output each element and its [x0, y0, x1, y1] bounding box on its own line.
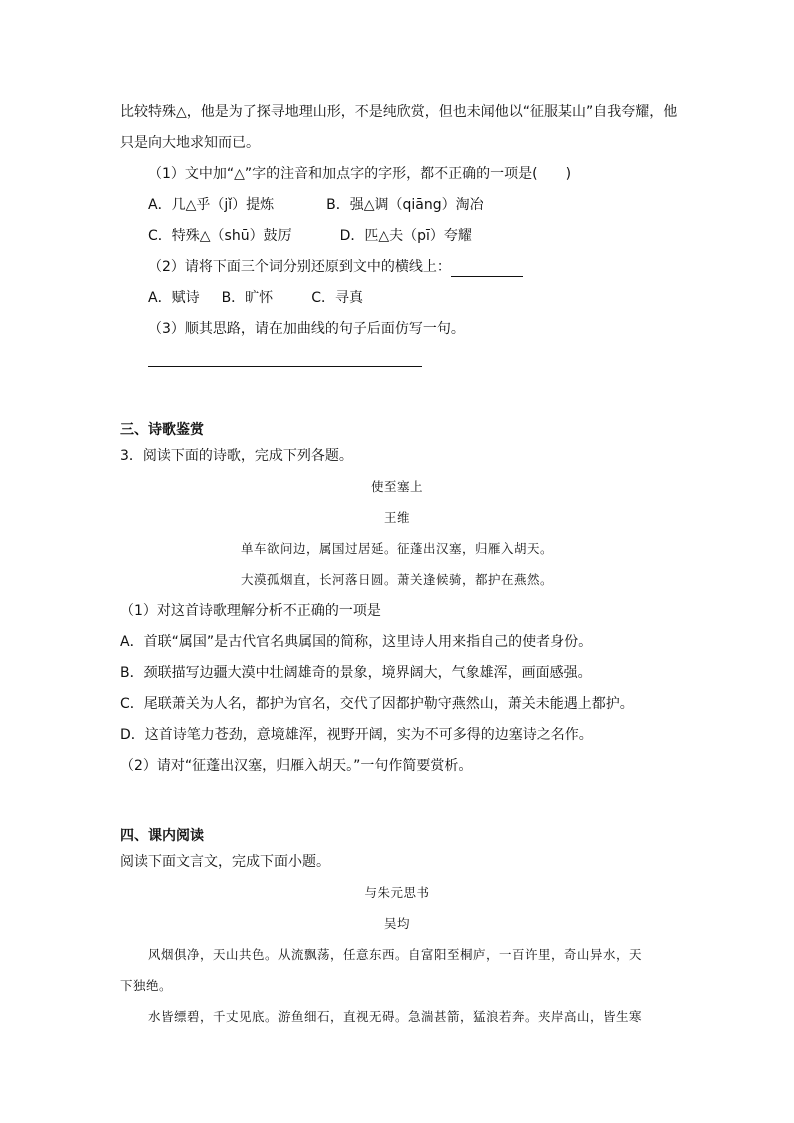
poem-q1-option-d: D．这首诗笔力苍劲，意境雄浑，视野开阔，实为不可多得的边塞诗之名作。: [120, 727, 593, 743]
prose-para-2-line-1: 水皆缥碧，千丈见底。游鱼细石，直视无碍。急湍甚箭，猛浪若奔。夹岸高山，皆生寒: [148, 1009, 643, 1024]
section-4-instruction: 阅读下面文言文，完成下面小题。: [120, 854, 330, 870]
q2-option-c: C．寻真: [311, 290, 363, 306]
prose-author: 吴均: [383, 916, 410, 931]
passage-line-1: 比较特殊△，他是为了探寻地理山形，不是纯欣赏，但也未闻他以“征服某山”自我夸耀，他: [120, 104, 678, 120]
q2-stem: （2）请将下面三个词分别还原到文中的横线上：: [148, 257, 523, 277]
poem-title: 使至塞上: [370, 479, 423, 494]
answer-line[interactable]: [148, 366, 422, 367]
section-4-heading: 四、课内阅读: [120, 828, 204, 844]
q1-options-row-1: [148, 195, 484, 215]
prose-title: 与朱元思书: [364, 885, 430, 900]
q1-option-d: D．匹△夫（pī）夸耀: [339, 228, 472, 244]
poem-line-1: 单车欲问边，属国过居延。征蓬出汉塞，归雁入胡天。: [240, 541, 553, 556]
section-3-heading: 三、诗歌鉴赏: [120, 422, 204, 438]
poem-q1-option-c: C．尾联萧关为人名，都护为官名，交代了因都护勒守燕然山，萧关未能遇上都护。: [120, 696, 634, 712]
passage-line-2: 只是向大地求知而已。: [120, 135, 260, 151]
poem-q1-option-b: B．颈联描写边疆大漠中壮阔雄奇的景象，境界阔大，气象雄浑，画面感强。: [120, 665, 592, 681]
q1-stem-text: （1）文中加“△”字的注音和加点字的字形，都不正确的一项是( ): [148, 166, 572, 182]
poem-q1-option-a: A．首联“属国”是古代官名典属国的简称，这里诗人用来指自己的使者身份。: [120, 634, 593, 650]
section-3-instruction: 3．阅读下面的诗歌，完成下列各题。: [120, 448, 353, 464]
q1-option-a: A．几△乎（jǐ）提炼: [148, 197, 275, 213]
q1-options-row-2: [148, 226, 472, 246]
prose-para-1-line-2: 下独绝。: [120, 978, 173, 993]
q1-stem: [148, 164, 571, 184]
q2-option-a: A．赋诗: [148, 290, 200, 306]
poem-line-2: 大漠孤烟直，长河落日圆。萧关逢候骑，都护在燕然。: [240, 572, 553, 587]
poem-author: 王维: [383, 510, 410, 525]
q2-options: [148, 288, 363, 308]
answer-blank[interactable]: [451, 262, 523, 277]
poem-q2-stem: （2）请对“征蓬出汉塞，归雁入胡天。”一句作简要赏析。: [120, 758, 473, 774]
q3-stem: （3）顺其思路，请在加曲线的句子后面仿写一句。: [148, 321, 465, 337]
poem-q1-stem: （1）对这首诗歌理解分析不正确的一项是: [120, 603, 381, 619]
prose-para-1-line-1: 风烟俱净，天山共色。从流飘荡，任意东西。自富阳至桐庐，一百许里，奇山异水，天: [148, 947, 643, 962]
q1-option-c: C．特殊△（shū）鼓厉: [148, 228, 292, 244]
q1-option-b: B．强△调（qiāng）淘冶: [326, 197, 484, 213]
q2-option-b: B．旷怀: [221, 290, 274, 306]
